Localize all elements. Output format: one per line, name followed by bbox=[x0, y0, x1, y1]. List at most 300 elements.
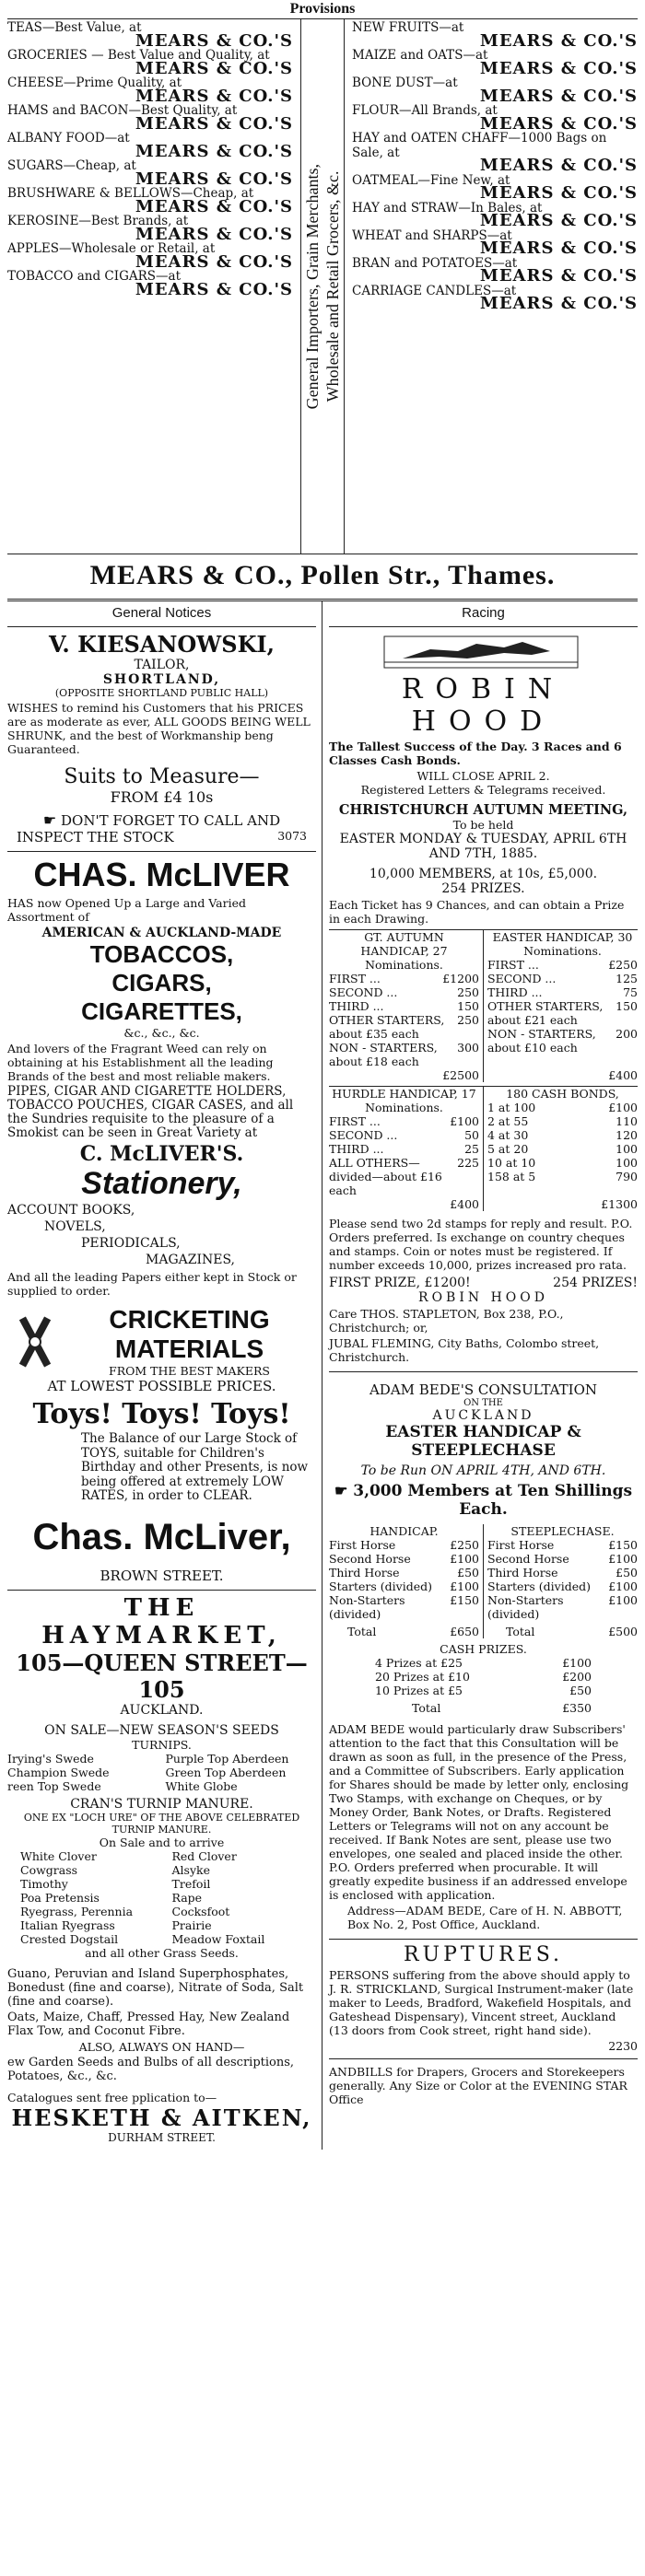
provision-ad bbox=[352, 103, 638, 134]
prize-amount: £100 bbox=[608, 1579, 638, 1593]
prize-label: Starters (divided) bbox=[487, 1579, 592, 1593]
provision-ad bbox=[352, 20, 638, 51]
prize-amount: 225 bbox=[457, 1156, 479, 1170]
prize-row bbox=[487, 1114, 638, 1128]
prize-label: Second Horse bbox=[329, 1552, 411, 1566]
provision-ad bbox=[7, 76, 293, 106]
prize-amount: £100 bbox=[608, 1101, 638, 1114]
ad-text: MAIZE and OATS—at bbox=[352, 48, 488, 63]
prize-amount: £100 bbox=[562, 1656, 592, 1670]
prize-amount: 25 bbox=[464, 1142, 479, 1156]
prize-amount: 250 bbox=[457, 1013, 479, 1027]
prize-row bbox=[329, 999, 479, 1013]
leading-papers: And all the leading Papers either kept in Stock or supplied to order. bbox=[7, 1270, 297, 1298]
prize-amount: 120 bbox=[616, 1128, 638, 1142]
turnip-item: Purple Top Aberdeen bbox=[165, 1751, 289, 1766]
easter-handicap-table bbox=[487, 958, 638, 1055]
prize-row bbox=[329, 972, 479, 985]
kiesanowski-ad bbox=[7, 627, 316, 852]
mears-name: MEARS & CO.'S bbox=[479, 211, 638, 230]
robin-hood-address: ROBIN HOOD bbox=[418, 1290, 548, 1305]
prize-row bbox=[487, 1593, 638, 1621]
prize-row bbox=[329, 1128, 479, 1142]
seed-list-right bbox=[169, 1849, 317, 1946]
prize-label: Non-Starters (divided) bbox=[329, 1593, 405, 1621]
prize-label: 10 at 10 bbox=[487, 1156, 536, 1170]
ad-text: KEROSINE—Best Brands, at bbox=[7, 214, 189, 228]
ruptures-ad bbox=[329, 1940, 638, 2059]
prize-amount: £100 bbox=[608, 1552, 638, 1566]
ad-text: CHEESE—Prime Quality, at bbox=[7, 76, 182, 90]
cigars: CIGARS, bbox=[111, 969, 212, 997]
provision-ad bbox=[7, 49, 293, 76]
prize-amount: 200 bbox=[616, 1027, 638, 1041]
provisions-vertical-label bbox=[301, 19, 345, 554]
seed-item: Crested Dogstail bbox=[20, 1931, 119, 1946]
prize-row bbox=[329, 1579, 479, 1593]
prize-row bbox=[329, 1114, 479, 1128]
cricket-bats-icon bbox=[7, 1311, 63, 1372]
prize-row bbox=[329, 1593, 479, 1621]
turnips-heading: TURNIPS. bbox=[132, 1737, 192, 1752]
cash-bonds-table bbox=[487, 1101, 638, 1183]
racehorse-illustration bbox=[329, 635, 638, 671]
auckland: AUCKLAND bbox=[432, 1408, 534, 1423]
general-notices-heading: General Notices bbox=[7, 601, 316, 627]
prize-label: FIRST ... bbox=[487, 958, 539, 972]
ad-text: HAMS and BACON—Best Quality, at bbox=[7, 103, 238, 118]
mears-name: MEARS & CO.'S bbox=[135, 58, 293, 78]
adam-bede-title: ADAM BEDE'S CONSULTATION bbox=[369, 1381, 598, 1398]
prize-label: OTHER STARTERS, about £35 each bbox=[329, 1013, 445, 1041]
prize-row bbox=[375, 1656, 592, 1670]
prize-row bbox=[329, 1538, 479, 1552]
dont-forget-2: INSPECT THE STOCK bbox=[17, 829, 174, 845]
suits-heading: Suits to Measure— bbox=[64, 765, 260, 788]
mears-name: MEARS & CO.'S bbox=[135, 196, 293, 216]
hesketh-aitken: HESKETH & AITKEN, bbox=[11, 2104, 312, 2131]
prize-label: First Horse bbox=[329, 1538, 396, 1552]
mears-name: MEARS & CO.'S bbox=[135, 251, 293, 272]
gt-total: £2500 bbox=[329, 1068, 484, 1082]
prize-row bbox=[487, 999, 638, 1027]
seed-item: Trefoil bbox=[171, 1876, 211, 1891]
prize-label: SECOND ... bbox=[329, 1128, 398, 1142]
prize-amount: £1200 bbox=[442, 972, 479, 985]
ruptures-heading: RUPTURES. bbox=[403, 1943, 564, 1966]
cm-name: C. McLIVER'S. bbox=[79, 1142, 244, 1166]
prize-row bbox=[487, 1566, 638, 1579]
pipes-text: PIPES, CIGAR AND CIGARETTE HOLDERS, TOBACCO POUCHES, CIGAR CASES, and all the Sundries requisite to the pleasure of a Smokist can be seen in Great Variety at bbox=[7, 1084, 294, 1140]
handbills-ad bbox=[329, 2059, 638, 2114]
ad-text: WHEAT and SHARPS—at bbox=[352, 227, 512, 243]
haymarket-address: 105—QUEEN STREET—105 bbox=[16, 1649, 308, 1703]
ad-text: GROCERIES — Best Value and Quality, at bbox=[7, 48, 270, 63]
provision-ad bbox=[352, 132, 638, 173]
prize-row bbox=[487, 1538, 638, 1552]
bede-notice: ADAM BEDE would particularly draw Subscribers' attention to the fact that this Consultation will be drawn as soon as full, in the presence of the Press, and a Committee of Subscribers. Early application for Shares should be made by letter only, enclosing Two Stamps, with exchange on Cheques, or by Money Order, Bank Notes, or Drafts. Registered Letters or Telegrams will not on any account be received. If Bank Notes are sent, please use two envelopes, one sealed and placed inside the other. P.O. Orders preferred when procurable. It will greatly expedite business if an addressed envelope is enclosed with application. bbox=[329, 1722, 629, 1902]
prize-amount: £150 bbox=[450, 1593, 479, 1607]
prize-amount: 100 bbox=[616, 1156, 638, 1170]
mears-name: MEARS & CO.'S bbox=[135, 224, 293, 244]
prize-row bbox=[375, 1684, 592, 1697]
tobaccos: TOBACCOS, bbox=[89, 940, 234, 968]
loch-ure: ONE EX "LOCH URE" OF THE ABOVE CELEBRATED TURNIP MANURE. bbox=[23, 1811, 300, 1836]
prize-row bbox=[487, 985, 638, 999]
provision-ad bbox=[352, 49, 638, 76]
periodicals: PERIODICALS, bbox=[81, 1236, 181, 1251]
oats-text: Oats, Maize, Chaff, Pressed Hay, New Zealand Flax Tow, and Coconut Fibre. bbox=[7, 2010, 290, 2038]
prize-label: 5 at 20 bbox=[487, 1142, 529, 1156]
garden-text: ew Garden Seeds and Bulbs of all descriptions, Potatoes, &c., &c. bbox=[7, 2055, 295, 2083]
mears-name: MEARS & CO.'S bbox=[479, 156, 638, 175]
prize-amount: 75 bbox=[623, 985, 638, 999]
prize-amount: £100 bbox=[450, 1552, 479, 1566]
please-send: Please send two 2d stamps for reply and result. P.O. Orders preferred. Is exchange on country cheques and stamps. Coin or notes must be registered. If number exceeds 10,000, prizes increased pro rata. bbox=[329, 1217, 633, 1272]
christchurch-meeting: CHRISTCHURCH AUTUMN MEETING, bbox=[338, 802, 628, 818]
adam-bede-ad bbox=[329, 1372, 638, 1940]
horse-racing-icon bbox=[329, 635, 633, 671]
prize-label: 10 Prizes at £5 bbox=[375, 1684, 463, 1697]
prize-label: 20 Prizes at £10 bbox=[375, 1670, 470, 1684]
provisions-title: Provisions bbox=[289, 1, 356, 17]
provision-ad bbox=[7, 131, 293, 161]
kiesanowski-body: WISHES to remind his Customers that his PRICES are as moderate as ever, ALL GOODS BEING WELL SHRUNK, and the best of Workmanship beng Guaranteed. bbox=[7, 701, 311, 756]
seed-item: Poa Pretensis bbox=[20, 1890, 100, 1905]
mears-name: MEARS & CO.'S bbox=[135, 169, 293, 189]
prize-label: NON - STARTERS, about £10 each bbox=[487, 1027, 596, 1055]
seed-item: Cocksfoot bbox=[171, 1904, 230, 1918]
cash-total: £350 bbox=[562, 1701, 592, 1715]
prize-amount: £100 bbox=[450, 1579, 479, 1593]
prize-amount: £50 bbox=[569, 1684, 592, 1697]
provisions-section bbox=[7, 19, 638, 554]
total-label-3: Total bbox=[412, 1701, 441, 1715]
eh-total: £400 bbox=[608, 1068, 638, 1082]
seed-item: Meadow Foxtail bbox=[171, 1931, 265, 1946]
steeplechase-table bbox=[487, 1538, 638, 1621]
provision-ad bbox=[7, 270, 293, 297]
toys-heading: Toys! Toys! Toys! bbox=[32, 1398, 291, 1430]
ruptures-body: PERSONS suffering from the above should apply to J. R. STRICKLAND, Surgical Instrument-maker (late maker to Leeds, Bradford, Wakefield Hospitals, and Gateshead Dispensary), Vincent street, Auckland (13 doors from Cook street, right hand side). bbox=[329, 1968, 634, 2037]
steeplechase-heading: STEEPLECHASE. bbox=[510, 1524, 615, 1538]
prize-amount: £150 bbox=[608, 1538, 638, 1552]
lovers-text: And lovers of the Fragrant Weed can rely on obtaining at his Establishment all the leading Brands of the best and most reliable makers. bbox=[7, 1042, 274, 1083]
etc-line: &c., &c., &c. bbox=[123, 1026, 200, 1040]
prize-amount: £50 bbox=[457, 1566, 479, 1579]
care-of: Care THOS. STAPLETON, Box 238, P.O., Christchurch; or, bbox=[329, 1307, 564, 1335]
steeplechase-total: £500 bbox=[608, 1625, 638, 1638]
stationery-heading: Stationery, bbox=[81, 1166, 242, 1201]
prize-label: THIRD ... bbox=[329, 999, 384, 1013]
prize-row bbox=[487, 1156, 638, 1170]
prize-label: 4 Prizes at £25 bbox=[375, 1656, 463, 1670]
mcliver-intro: HAS now Opened Up a Large and Varied Assortment of bbox=[7, 896, 247, 924]
also-heading: ALSO, ALWAYS ON HAND— bbox=[78, 2039, 245, 2054]
prize-label: Starters (divided) bbox=[329, 1579, 433, 1593]
kiesanowski-trade: TAILOR, bbox=[134, 658, 190, 672]
ad-text: BRUSHWARE & BELLOWS—Cheap, at bbox=[7, 186, 254, 201]
prize-label: SECOND ... bbox=[487, 972, 557, 985]
provision-ad bbox=[352, 202, 638, 228]
provision-ad bbox=[7, 187, 293, 214]
prize-row bbox=[329, 1156, 479, 1197]
mears-name: MEARS & CO.'S bbox=[479, 266, 638, 286]
mears-name: MEARS & CO.'S bbox=[479, 58, 638, 78]
seed-item: Prairie bbox=[171, 1917, 212, 1932]
cash-prizes-table bbox=[329, 1656, 638, 1697]
mears-name: MEARS & CO.'S bbox=[479, 239, 638, 258]
novels: NOVELS, bbox=[44, 1219, 106, 1234]
hurdle-heading: HURDLE HANDICAP, 17 Nominations. bbox=[332, 1087, 476, 1114]
materials: MATERIALS bbox=[114, 1335, 264, 1363]
prize-row bbox=[329, 1041, 479, 1068]
cash-bonds-heading: 180 CASH BONDS, bbox=[506, 1087, 619, 1101]
three-thousand: 3,000 Members at Ten Shillings Each. bbox=[353, 1482, 633, 1519]
prize-amount: 790 bbox=[616, 1170, 638, 1183]
seed-item: Alsyke bbox=[171, 1862, 210, 1877]
ad-text: FLOUR—All Brands, at bbox=[352, 103, 498, 118]
seed-item: Rape bbox=[171, 1890, 203, 1905]
hurdle-table bbox=[329, 1114, 479, 1197]
provisions-right-column bbox=[345, 19, 638, 554]
catalogues: Catalogues sent free pplication to— bbox=[7, 2090, 217, 2104]
easter-dates: EASTER MONDAY & TUESDAY, APRIL 6TH AND 7TH, 1885. bbox=[339, 832, 627, 861]
robin-hood-title: ROBIN HOOD bbox=[401, 673, 566, 738]
durham-street: DURHAM STREET. bbox=[108, 2130, 216, 2144]
ad-text: OATMEAL—Fine New, at bbox=[352, 172, 510, 188]
mcliver-name: CHAS. McLIVER bbox=[33, 856, 290, 893]
first-prize: FIRST PRIZE, £1200! bbox=[329, 1276, 471, 1290]
prize-label: 2 at 55 bbox=[487, 1114, 529, 1128]
prize-row bbox=[329, 1013, 479, 1041]
guano-text: Guano, Peruvian and Island Superphosphates, Bonedust (fine and coarse), Nitrate of Soda, Salt (fine and coarse). bbox=[7, 1966, 304, 2009]
prize-label: FIRST ... bbox=[329, 1114, 381, 1128]
gt-autumn-table bbox=[329, 972, 479, 1068]
prize-amount: 125 bbox=[616, 972, 638, 985]
on-sale: ON SALE—NEW SEASON'S SEEDS bbox=[44, 1722, 279, 1738]
hh-total: £400 bbox=[329, 1197, 484, 1211]
pointing-hand-icon: ☛ bbox=[42, 811, 57, 829]
ad-text: HAY and OATEN CHAFF—1000 Bags on Sale, at bbox=[352, 131, 607, 160]
prize-label: THIRD ... bbox=[487, 985, 543, 999]
total-label-1: Total bbox=[347, 1625, 377, 1638]
tallest-success: The Tallest Success of the Day. 3 Races and 6 Classes Cash Bonds. bbox=[329, 740, 622, 767]
mears-banner: MEARS & CO., Pollen Str., Thames. bbox=[7, 554, 638, 601]
provision-ad bbox=[7, 20, 293, 51]
prize-amount: £200 bbox=[562, 1670, 592, 1684]
racing-column bbox=[322, 601, 638, 2150]
turnip-list-right bbox=[162, 1752, 317, 1793]
registered-letters: Registered Letters & Telegrams received. bbox=[360, 783, 606, 797]
members-line: 10,000 MEMBERS, at 10s, £5,000. bbox=[369, 867, 598, 881]
mears-name: MEARS & CO.'S bbox=[135, 86, 293, 106]
mears-name: MEARS & CO.'S bbox=[479, 86, 638, 106]
gt-autumn-heading: GT. AUTUMN HANDICAP, 27 Nominations. bbox=[360, 930, 448, 972]
prize-row bbox=[487, 1142, 638, 1156]
newspaper-page bbox=[7, 0, 638, 2150]
provision-ad bbox=[7, 241, 293, 272]
cash-prizes-heading: CASH PRIZES. bbox=[440, 1642, 527, 1656]
prize-row bbox=[329, 1142, 479, 1156]
ad-text: ALBANY FOOD—at bbox=[7, 131, 130, 146]
prize-label: 1 at 100 bbox=[487, 1101, 536, 1114]
ad-text: HAY and STRAW—In Bales, at bbox=[352, 200, 543, 216]
vertical-text: General Importers, Grain Merchants, Wholesale and Retail Grocers, &c. bbox=[303, 163, 342, 410]
prize-label: First Horse bbox=[487, 1538, 555, 1552]
prize-row bbox=[487, 958, 638, 972]
provision-ad bbox=[352, 229, 638, 256]
prize-amount: £250 bbox=[608, 958, 638, 972]
mears-name: MEARS & CO.'S bbox=[135, 113, 293, 134]
handbills-text: ANDBILLS for Drapers, Grocers and Storekeepers generally. Any Size or Color at the EVENING STAR Office bbox=[329, 2065, 627, 2106]
prize-row bbox=[487, 972, 638, 985]
seed-list-left bbox=[20, 1849, 169, 1946]
ad-text: NEW FRUITS—at bbox=[352, 20, 464, 35]
seed-item: Ryegrass, Perennia bbox=[20, 1904, 134, 1918]
mears-name: MEARS & CO.'S bbox=[135, 141, 293, 161]
mears-name: MEARS & CO.'S bbox=[479, 30, 638, 51]
provision-ad bbox=[352, 257, 638, 284]
prize-amount: £250 bbox=[450, 1538, 479, 1552]
other-seeds: and all other Grass Seeds. bbox=[85, 1945, 239, 1960]
mears-name: MEARS & CO.'S bbox=[479, 294, 638, 313]
handicap-heading: HANDICAP. bbox=[369, 1524, 439, 1538]
provision-ad bbox=[7, 103, 293, 134]
cb-total: £1300 bbox=[601, 1197, 638, 1211]
provision-ad bbox=[7, 214, 293, 244]
prize-amount: £100 bbox=[450, 1114, 479, 1128]
haymarket-ad bbox=[7, 1591, 316, 2150]
ad-text: TEAS—Best Value, at bbox=[7, 20, 142, 35]
turnip-item: Irying's Swede bbox=[7, 1751, 94, 1766]
provision-ad bbox=[352, 76, 638, 106]
on-the: ON THE bbox=[463, 1398, 503, 1408]
prize-row bbox=[329, 1552, 479, 1566]
handicap-total: £650 bbox=[450, 1625, 479, 1638]
ad-text: CARRIAGE CANDLES—at bbox=[352, 283, 517, 298]
provision-ad bbox=[352, 174, 638, 201]
kiesanowski-place: SHORTLAND, bbox=[102, 672, 221, 687]
provision-ad bbox=[7, 158, 293, 189]
crans-manure: CRAN'S TURNIP MANURE. bbox=[70, 1796, 253, 1812]
seed-item: Italian Ryegrass bbox=[20, 1917, 115, 1932]
run-dates: To be Run ON APRIL 4TH, AND 6TH. bbox=[360, 1463, 606, 1478]
prize-amount: 110 bbox=[616, 1114, 638, 1128]
prize-label: THIRD ... bbox=[329, 1142, 384, 1156]
mears-name: MEARS & CO.'S bbox=[135, 30, 293, 51]
total-label-2: Total bbox=[506, 1625, 535, 1638]
prize-amount: 250 bbox=[457, 985, 479, 999]
mcliver-ad bbox=[7, 852, 316, 1591]
jubal-fleming: JUBAL FLEMING, City Baths, Colombo street, Christchurch. bbox=[329, 1336, 600, 1364]
ruptures-number: 2230 bbox=[608, 2039, 638, 2053]
provisions-left-column bbox=[7, 19, 301, 554]
provision-ad bbox=[352, 285, 638, 311]
ad-text: APPLES—Wholesale or Retail, at bbox=[7, 241, 216, 256]
haymarket-title: THE HAYMARKET, bbox=[41, 1593, 282, 1649]
prize-amount: 100 bbox=[616, 1142, 638, 1156]
account-books: ACCOUNT BOOKS, bbox=[7, 1203, 135, 1218]
prize-label: 158 at 5 bbox=[487, 1170, 536, 1183]
ad-text: BONE DUST—at bbox=[352, 76, 458, 90]
prize-label: OTHER STARTERS, about £21 each bbox=[487, 999, 604, 1027]
seed-item: Red Clover bbox=[171, 1848, 237, 1863]
prize-row bbox=[487, 1552, 638, 1566]
prize-row bbox=[487, 1170, 638, 1183]
prize-amount: £50 bbox=[616, 1566, 638, 1579]
robin-hood-ad bbox=[329, 627, 638, 1372]
prize-label: FIRST ... bbox=[329, 972, 381, 985]
prize-row bbox=[329, 985, 479, 999]
prize-row bbox=[375, 1670, 592, 1684]
cricketing: CRICKETING bbox=[109, 1305, 270, 1334]
bede-address: Address—ADAM BEDE, Care of H. N. ABBOTT, Box No. 2, Post Office, Auckland. bbox=[347, 1904, 623, 1931]
brown-street: BROWN STREET. bbox=[100, 1567, 224, 1584]
lowest-prices: AT LOWEST POSSIBLE PRICES. bbox=[47, 1378, 276, 1394]
prize-row bbox=[487, 1579, 638, 1593]
seed-item: White Clover bbox=[20, 1848, 97, 1863]
prizes-count: 254 PRIZES! bbox=[553, 1276, 638, 1290]
turnip-item: Green Top Aberdeen bbox=[165, 1765, 287, 1779]
on-sale-arrive: On Sale and to arrive bbox=[99, 1835, 225, 1849]
seed-item: Cowgrass bbox=[20, 1862, 78, 1877]
turnip-item: Champion Swede bbox=[7, 1765, 110, 1779]
best-makers: FROM THE BEST MAKERS bbox=[109, 1364, 270, 1378]
prizes-line: 254 PRIZES. bbox=[441, 881, 525, 896]
mears-name: MEARS & CO.'S bbox=[479, 183, 638, 203]
general-notices-column bbox=[7, 601, 322, 2150]
pointing-hand-icon-2: ☛ bbox=[334, 1482, 348, 1499]
cigarettes: CIGARETTES, bbox=[81, 997, 242, 1025]
prize-label: Non-Starters (divided) bbox=[487, 1593, 564, 1621]
each-ticket: Each Ticket has 9 Chances, and can obtain a Prize in each Drawing. bbox=[329, 898, 625, 926]
prize-label: ALL OTHERS—divided—about £16 each bbox=[329, 1156, 442, 1197]
two-column-section bbox=[7, 601, 638, 2150]
prize-row bbox=[487, 1128, 638, 1142]
prize-label: Third Horse bbox=[487, 1566, 558, 1579]
seed-item: Timothy bbox=[20, 1876, 68, 1891]
prize-label: 4 at 30 bbox=[487, 1128, 529, 1142]
prize-label: SECOND ... bbox=[329, 985, 398, 999]
ad-text: SUGARS—Cheap, at bbox=[7, 158, 136, 173]
prize-row bbox=[487, 1101, 638, 1114]
to-be-held: To be held bbox=[452, 818, 514, 832]
american-line: AMERICAN & AUCKLAND-MADE bbox=[41, 926, 282, 940]
turnip-item: White Globe bbox=[165, 1778, 238, 1793]
ad-number: 3073 bbox=[277, 829, 307, 843]
kiesanowski-opposite: (OPPOSITE SHORTLAND PUBLIC HALL) bbox=[54, 687, 269, 699]
mcliver-name-2: Chas. McLiver, bbox=[32, 1516, 291, 1557]
ad-text: BRAN and POTATOES—at bbox=[352, 255, 518, 271]
prize-amount: 50 bbox=[464, 1128, 479, 1142]
haymarket-city: AUCKLAND. bbox=[120, 1702, 204, 1718]
prize-amount: 150 bbox=[616, 999, 638, 1013]
prize-row bbox=[487, 1027, 638, 1055]
prize-amount: 300 bbox=[457, 1041, 479, 1055]
mears-name: MEARS & CO.'S bbox=[479, 113, 638, 134]
prize-amount: £100 bbox=[608, 1593, 638, 1607]
will-close: WILL CLOSE APRIL 2. bbox=[416, 769, 550, 783]
prize-label: NON - STARTERS, about £18 each bbox=[329, 1041, 438, 1068]
turnip-item: reen Top Swede bbox=[7, 1778, 101, 1793]
easter-handicap-heading: EASTER HANDICAP, 30 Nominations. bbox=[492, 930, 633, 958]
prize-label: Second Horse bbox=[487, 1552, 569, 1566]
prize-row bbox=[329, 1566, 479, 1579]
magazines: MAGAZINES, bbox=[146, 1253, 236, 1267]
dont-forget-1: DON'T FORGET TO CALL AND bbox=[61, 812, 281, 829]
ad-text: TOBACCO and CIGARS—at bbox=[7, 269, 182, 284]
